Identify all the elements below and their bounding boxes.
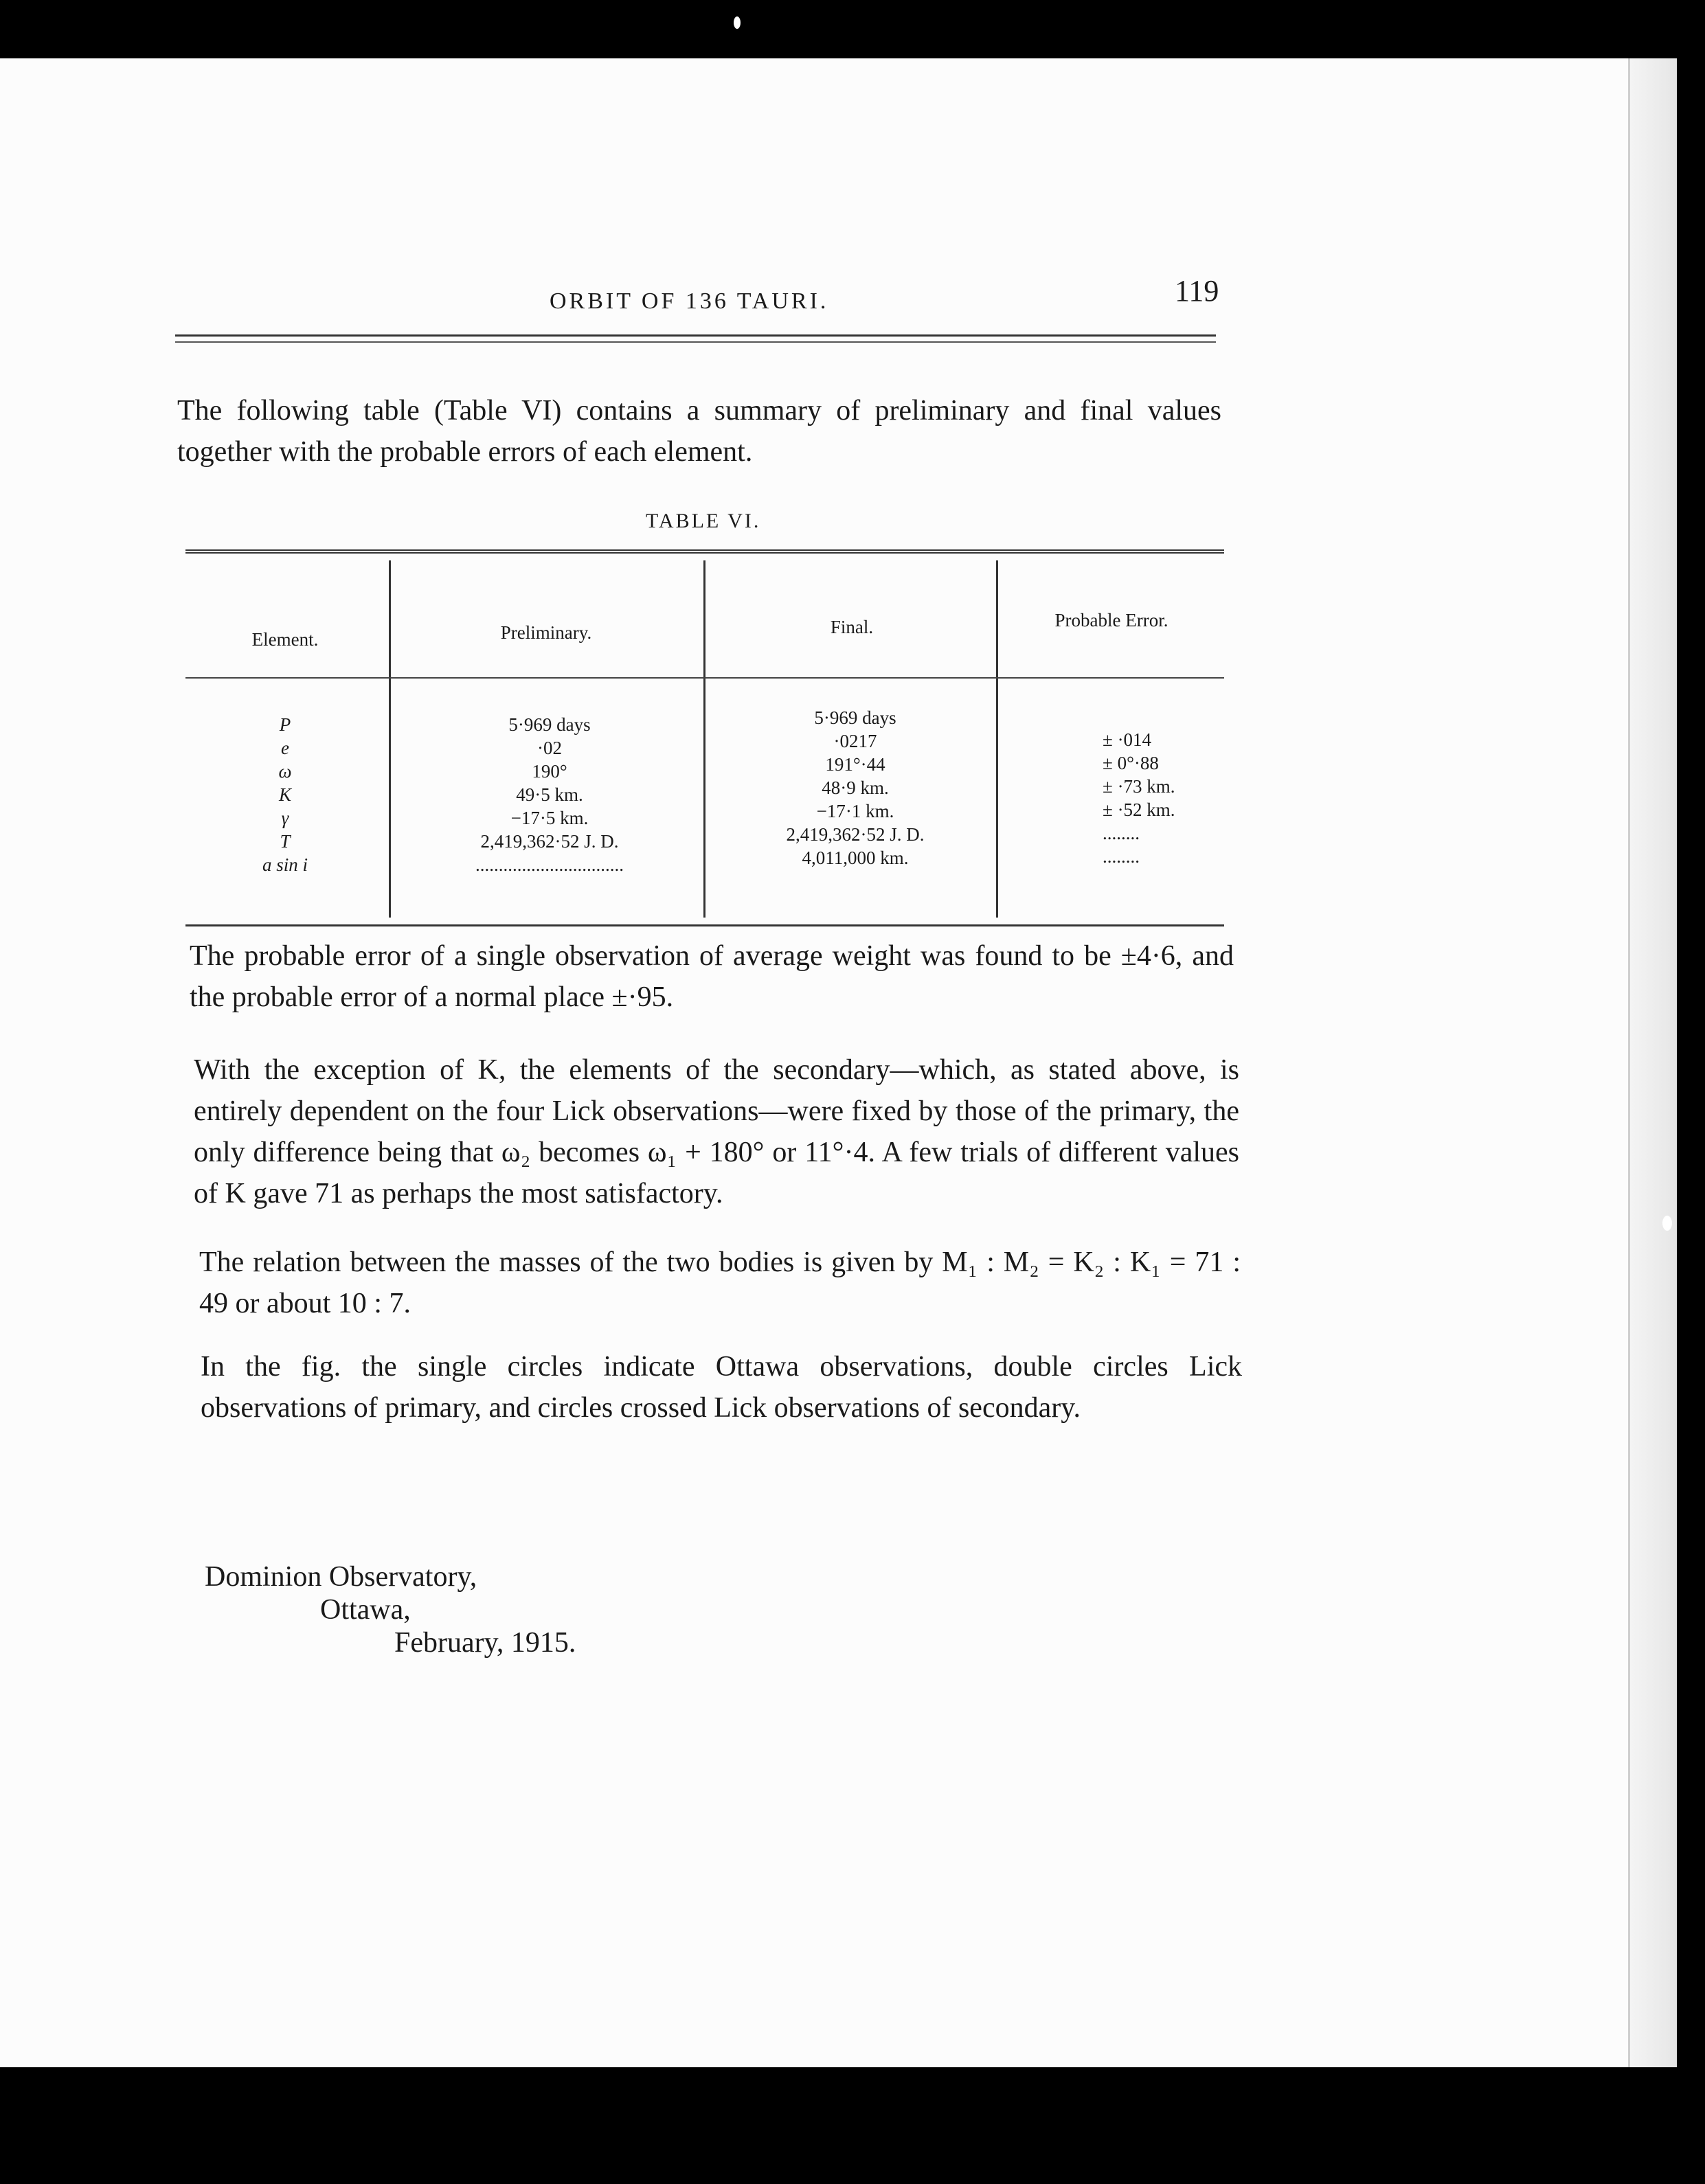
paragraph-probable-error: The probable error of a single observation of average weight was found to be ±4·6, and the probable error of a normal place ±·95.	[190, 940, 1234, 1013]
paragraph-figure-legend: In the fig. the single circles indicate Ottawa observations, double circles Lick observations of primary, and circles crossed Lick observations of secondary.	[201, 1351, 1242, 1424]
preliminary-cell: ................................	[475, 854, 624, 875]
table-vi	[185, 549, 1224, 926]
header-rule	[175, 334, 1216, 337]
page-number: 119	[1175, 274, 1219, 308]
paragraph-secondary-elements: With the exception of K, the elements of the secondary—which, as stated above, is entirely dependent on the four Lick observations—were fixed by those of the primary, the only difference being that ω₂ becomes ω₁ + 180° or 11°·4. A few trials of different values of K gave 71 as perhaps the most satisfactory.	[194, 1054, 1239, 1209]
running-title: ORBIT OF 136 TAURI.	[550, 288, 829, 314]
signature-city: Ottawa,	[320, 1594, 411, 1626]
preliminary-cell: −17·5 km.	[510, 808, 589, 828]
final-cell: 191°·44	[825, 754, 885, 775]
probable-error-cell: ± ·014	[1103, 729, 1152, 750]
probable-error-cell: ± 0°·88	[1103, 753, 1159, 773]
element-cell: e	[281, 738, 289, 758]
element-column	[185, 713, 385, 876]
preliminary-cell: 2,419,362·52 J. D.	[480, 831, 619, 852]
element-cell: K	[278, 784, 291, 805]
header-divider	[185, 677, 1224, 679]
element-cell: ω	[278, 761, 292, 782]
element-cell: P	[279, 714, 291, 735]
header-probable-error: Probable Error.	[1054, 610, 1168, 630]
header-final: Final.	[830, 617, 874, 637]
final-cell: 48·9 km.	[822, 777, 889, 798]
paragraph-mass-relation: The relation between the masses of the two bodies is given by M₁ : M₂ = K₂ : K₁ = 71 : 49 or about 10 : 7.	[199, 1247, 1241, 1319]
column-divider	[703, 560, 705, 918]
probable-error-cell: ........	[1103, 823, 1140, 843]
preliminary-cell: 5·969 days	[508, 714, 591, 735]
element-cell: a sin i	[262, 854, 308, 875]
final-cell: 5·969 days	[814, 707, 896, 728]
header-preliminary: Preliminary.	[500, 622, 592, 643]
column-divider	[389, 560, 391, 918]
final-cell: ·0217	[833, 731, 877, 751]
preliminary-cell: 190°	[532, 761, 567, 782]
preliminary-cell: ·02	[537, 738, 562, 758]
page-edge	[1628, 58, 1677, 2067]
element-cell: T	[280, 831, 291, 852]
final-cell: 2,419,362·52 J. D.	[786, 824, 925, 845]
probable-error-cell: ± ·73 km.	[1103, 776, 1175, 797]
element-cell: γ	[281, 808, 289, 828]
film-speck	[734, 16, 741, 29]
final-cell: −17·1 km.	[816, 801, 894, 821]
probable-error-cell: ± ·52 km.	[1103, 799, 1175, 820]
header-rule	[175, 341, 1216, 343]
preliminary-cell: 49·5 km.	[516, 784, 583, 805]
film-speck	[1662, 1216, 1672, 1231]
intro-paragraph: The following table (Table VI) contains a summary of preliminary and final values together with the probable errors of each element.	[177, 395, 1221, 468]
final-column	[714, 706, 996, 869]
signature-date: February, 1915.	[394, 1627, 576, 1659]
probable-error-cell: ........	[1103, 846, 1140, 867]
table-caption: TABLE VI.	[646, 510, 761, 532]
header-element: Element.	[251, 629, 319, 650]
signature-institution: Dominion Observatory,	[205, 1561, 477, 1593]
probable-error-column	[1103, 728, 1219, 868]
preliminary-column	[398, 713, 701, 876]
column-divider	[996, 560, 998, 918]
final-cell: 4,011,000 km.	[802, 848, 909, 868]
